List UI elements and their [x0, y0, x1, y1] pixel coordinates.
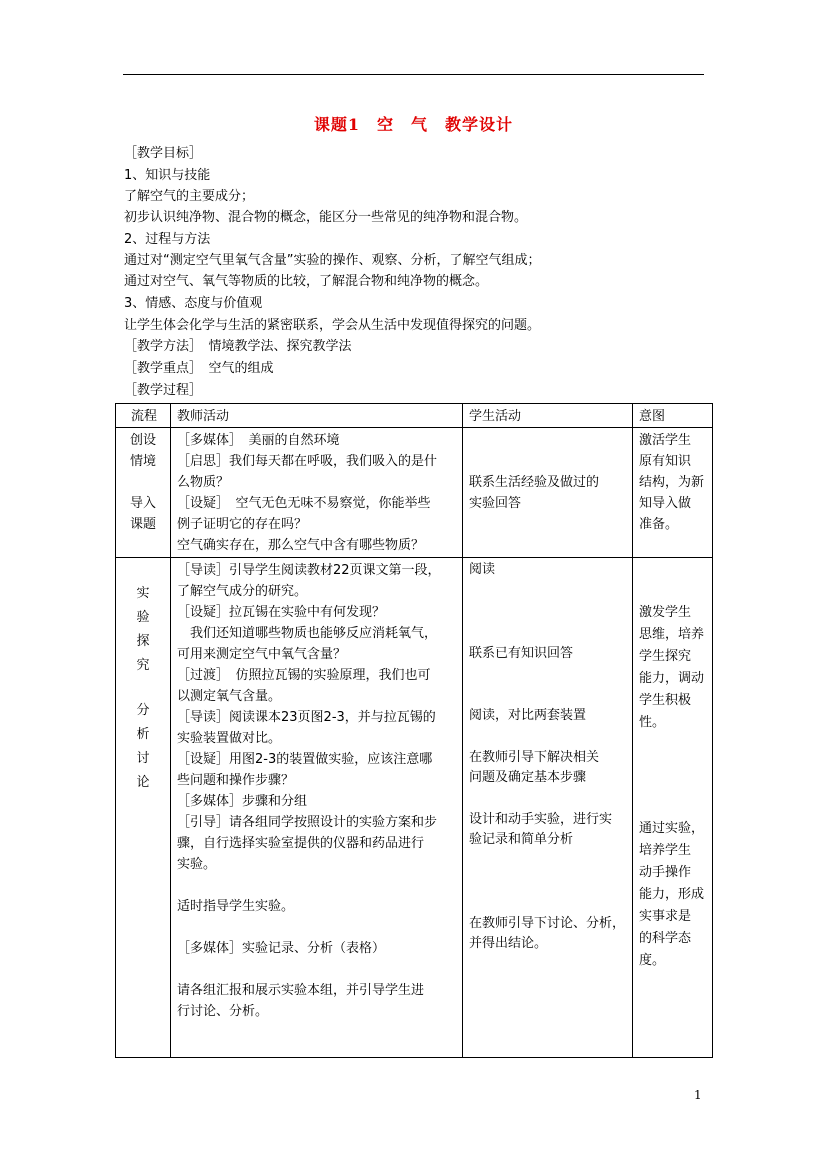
cell-line: 以测定氧气含量。: [177, 689, 282, 704]
cell-line: [469, 851, 628, 872]
cell-line: 激发学生: [639, 605, 692, 620]
intro-line: ［教学重点］ 空气的组成: [124, 361, 274, 376]
document-title: 课题1 空 气 教学设计: [313, 115, 514, 134]
cell-line: 验: [136, 610, 150, 625]
cell-line: 学生探究: [639, 649, 692, 664]
cell-line: 分: [136, 703, 150, 718]
cell-line: 的科学态: [639, 931, 692, 946]
teacher-cell-experiment: [171, 558, 463, 1058]
page-number: 1: [694, 1088, 702, 1102]
cell-line: 实事求是: [639, 909, 692, 924]
intro-line: 了解空气的主要成分；: [124, 189, 255, 204]
cell-line: [177, 917, 458, 938]
cell-line: ［设疑］ 空气无色无味不易察觉，你能举些: [177, 496, 431, 511]
stage-cell-intro: [116, 428, 171, 558]
cell-line: [469, 602, 628, 623]
cell-line: ［多媒体］ 美丽的自然环境: [177, 433, 340, 448]
cell-line: 课题: [129, 517, 156, 532]
cell-line: 探: [136, 634, 150, 649]
cell-line: 实验回答: [469, 496, 522, 511]
cell-line: 原有知识: [639, 454, 692, 469]
purpose-cell-experiment: [633, 558, 713, 1058]
cell-line: 可用来测定空气中氧气含量？: [177, 647, 347, 662]
cell-line: 实验装置做对比。: [177, 731, 282, 746]
intro-line: ［教学过程］: [124, 383, 203, 398]
intro-line: ［教学目标］: [124, 146, 203, 161]
intro-line: ［教学方法］ 情境教学法、探究教学法: [124, 339, 352, 354]
cell-line: 度。: [639, 953, 666, 968]
cell-line: 能力，形成: [639, 887, 705, 902]
header-cell-purpose: 意图: [633, 404, 713, 428]
cell-line: 激活学生: [639, 433, 692, 448]
cell-line: [639, 560, 708, 581]
cell-line: 情境: [129, 454, 156, 469]
cell-line: [469, 581, 628, 602]
cell-line: 空气确实存在，那么空气中含有哪些物质？: [177, 538, 425, 553]
cell-line: [177, 875, 458, 896]
cell-line: 培养学生: [639, 843, 692, 858]
cell-line: 验记录和简单分析: [469, 832, 574, 847]
cell-line: 些问题和操作步骤？: [177, 773, 295, 788]
cell-line: 我们还知道哪些物质也能够反应消耗氧气，: [177, 626, 438, 641]
teacher-cell-intro: [171, 428, 463, 558]
header-cell-student: 学生活动: [463, 404, 633, 428]
table-row-experiment: [116, 558, 713, 1058]
cell-line: 么物质？: [177, 475, 230, 490]
table-row-intro: [116, 428, 713, 558]
cell-line: [116, 472, 170, 493]
cell-line: ［引导］请各组同学按照设计的实验方案和步: [177, 815, 438, 830]
cell-line: 析: [136, 727, 150, 742]
table-header-row: [116, 404, 713, 428]
cell-line: 通过实验，: [639, 821, 705, 836]
header-rule: [123, 74, 704, 75]
cell-line: ［设疑］拉瓦锡在实验中有何发现？: [177, 605, 386, 620]
cell-line: ［设疑］用图2-3的装置做实验，应该注意哪: [177, 752, 433, 767]
intro-line: 1、知识与技能: [124, 168, 211, 183]
cell-line: [639, 776, 708, 797]
cell-line: 实验。: [177, 857, 217, 872]
cell-line: 学生积极: [639, 693, 692, 708]
stage-cell-experiment: [116, 558, 171, 1058]
intro-line: 初步认识纯净物、混合物的概念，能区分一些常见的纯净物和混合物。: [124, 210, 528, 225]
cell-line: [469, 872, 628, 893]
cell-line: 在教师引导下讨论、分析，: [469, 915, 626, 931]
cell-line: ［导读］阅读课本23页图2-3，并与拉瓦锡的: [177, 710, 436, 725]
cell-line: 适时指导学生实验。: [177, 899, 295, 914]
cell-line: ［启思］我们每天都在呼吸，我们吸入的是什: [177, 454, 438, 469]
intro-line: 让学生体会化学与生活的紧密联系，学会从生活中发现值得探究的问题。: [124, 318, 541, 333]
lesson-table: [115, 403, 713, 1058]
student-cell-experiment: [463, 558, 633, 1058]
cell-line: 请各组汇报和展示实验本组，并引导学生进: [177, 983, 425, 998]
header-cell-process: 流程: [116, 404, 171, 428]
cell-line: 阅读: [469, 562, 496, 577]
cell-line: 了解空气成分的研究。: [177, 584, 308, 599]
cell-line: 创设: [129, 433, 156, 448]
cell-line: [177, 959, 458, 980]
intro-line: 通过对“测定空气里氧气含量”实验的操作、观察、分析，了解空气组成；: [124, 253, 541, 268]
cell-line: 性。: [639, 715, 666, 730]
intro-line: 2、过程与方法: [124, 232, 211, 247]
cell-line: 联系生活经验及做过的: [469, 475, 600, 490]
cell-line: ［过渡］ 仿照拉瓦锡的实验原理，我们也可: [177, 668, 431, 683]
intro-line: 3、情感、态度与价值观: [124, 296, 263, 311]
cell-line: 骤，自行选择实验室提供的仪器和药品进行: [177, 836, 425, 851]
cell-line: 在教师引导下解决相关: [469, 749, 600, 765]
cell-line: 动手操作: [639, 865, 692, 880]
cell-line: 准备。: [639, 517, 679, 532]
cell-line: 问题及确定基本步骤: [469, 770, 587, 785]
cell-line: [469, 727, 628, 748]
cell-line: [469, 664, 628, 685]
cell-line: ［导读］引导学生阅读教材22页课文第一段，: [177, 563, 441, 578]
cell-line: 导入: [129, 496, 156, 511]
cell-line: 知导入做: [639, 496, 692, 511]
cell-line: [639, 755, 708, 776]
cell-line: 讨: [136, 751, 150, 766]
cell-line: ［多媒体］实验记录、分析（表格）: [177, 941, 386, 956]
cell-line: [116, 678, 170, 699]
cell-line: 联系已有知识回答: [469, 645, 574, 661]
cell-line: [639, 734, 708, 755]
cell-line: 行讨论、分析。: [177, 1004, 269, 1019]
cell-line: 论: [136, 775, 150, 790]
cell-line: [639, 581, 708, 602]
cell-line: [469, 623, 628, 644]
student-cell-intro: [463, 428, 633, 558]
cell-line: 能力，调动: [639, 671, 705, 686]
cell-line: [639, 797, 708, 818]
purpose-cell-intro: [633, 428, 713, 558]
cell-line: 结构，为新: [639, 475, 705, 490]
cell-line: 阅读，对比两套装置: [469, 708, 587, 723]
cell-line: [469, 893, 628, 914]
cell-line: ［多媒体］步骤和分组: [177, 794, 308, 809]
cell-line: [469, 685, 628, 706]
cell-line: 思维，培养: [639, 627, 705, 642]
intro-line: 通过对空气、氧气等物质的比较，了解混合物和纯净物的概念。: [124, 274, 489, 289]
header-cell-teacher: 教师活动: [171, 404, 463, 428]
cell-line: 实: [136, 586, 150, 601]
cell-line: 设计和动手实验，进行实: [469, 811, 613, 827]
cell-line: 究: [136, 658, 150, 673]
cell-line: [469, 789, 628, 810]
cell-line: 例子证明它的存在吗？: [177, 517, 308, 532]
cell-line: 并得出结论。: [469, 936, 548, 951]
